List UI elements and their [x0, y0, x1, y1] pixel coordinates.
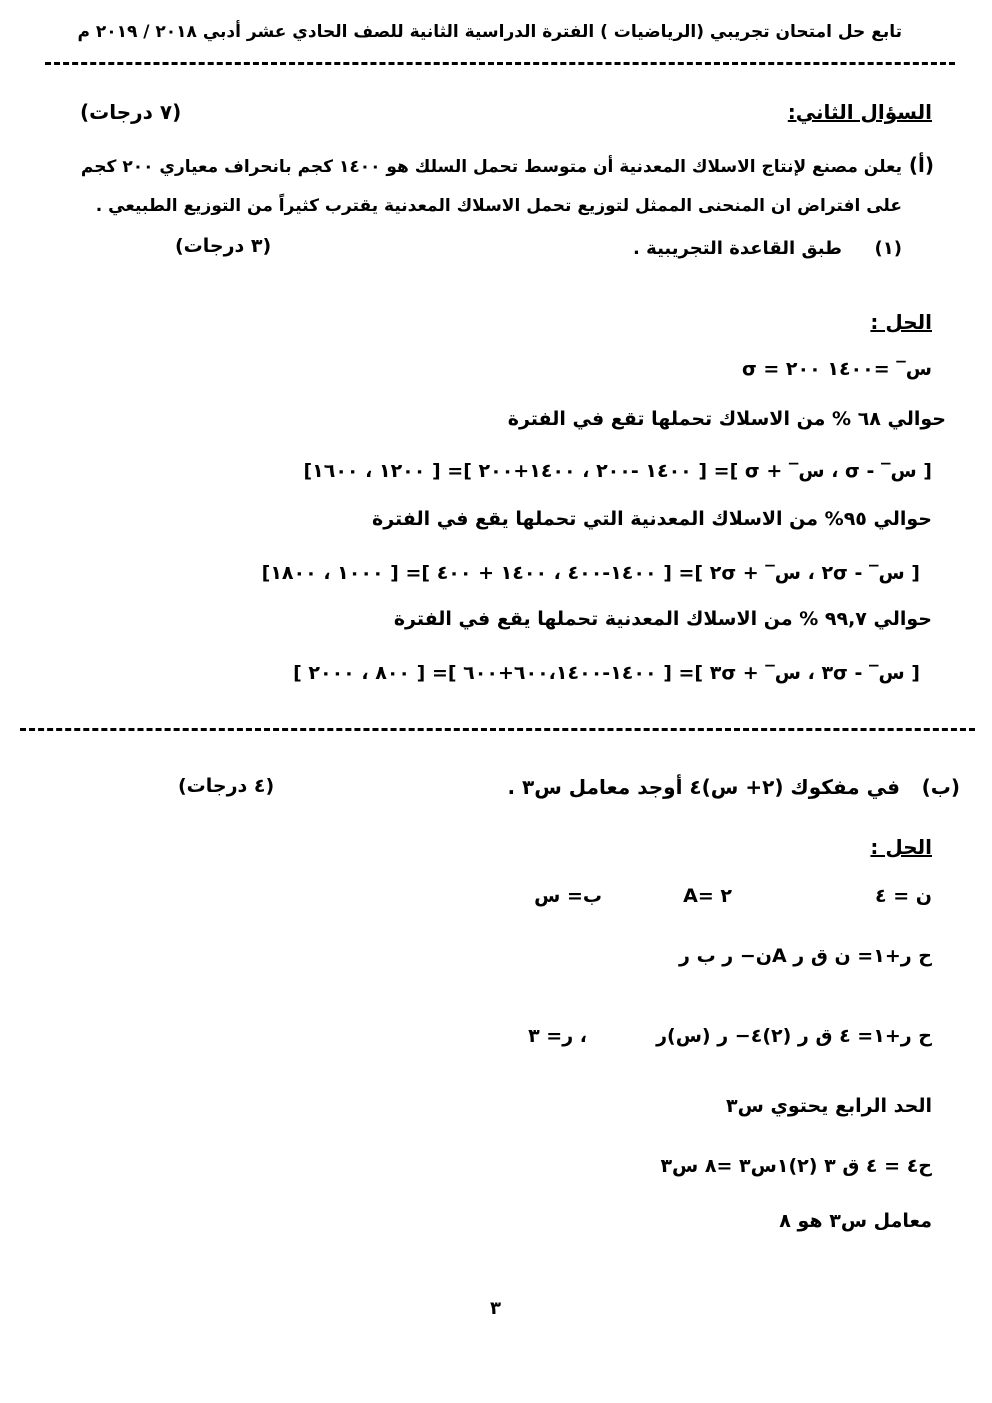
part-a-sub1-label: (١): [874, 238, 902, 259]
solution-b-general-term: ح ر+١= ن ق ر Aن− ر ب ر: [679, 945, 932, 967]
part-b-label: (ب): [921, 775, 960, 799]
solution-a-line-95: حوالي ٩٥% من الاسلاك المعدنية التي تحملها يقع في الفترة: [372, 508, 932, 530]
solution-a-line-68: حوالي ٦٨ % من الاسلاك تحملها تقع في الفترة: [507, 408, 946, 430]
page-number: ٣: [490, 1298, 501, 1319]
solution-b-given-b: ب= س: [534, 885, 602, 907]
part-b-marks: (٤ درجات): [178, 775, 275, 797]
solution-b-fourth-term-text: الحد الرابع يحتوي س٣: [726, 1095, 932, 1117]
section-divider: [20, 728, 975, 731]
solution-b-given-n: ن = ٤: [875, 885, 932, 907]
solution-a-interval-997: [ س‾ - ٣σ ، س‾ + ٣σ ]= [ ١٤٠٠-٦٠٠،١٤٠٠+٦٠٠ ]= [ ٨٠٠ ، ٢٠٠٠ ]: [293, 662, 920, 684]
solution-b-r-value: ، ر= ٣: [528, 1025, 587, 1047]
part-a-sub1-marks: (٣ درجات): [175, 235, 272, 257]
solution-b-fourth-term: ح٤ = ٤ ق ٣ (٢)١س٣ =٨ س٣: [660, 1155, 932, 1177]
part-a-text-line1: يعلن مصنع لإنتاج الاسلاك المعدنية أن متوسط تحمل السلك هو ١٤٠٠ كجم بانحراف معياري ٢٠٠ كجم: [80, 157, 902, 177]
solution-a-interval-68: [ س‾ - σ ، س‾ + σ ]= [ ١٤٠٠ -٢٠٠ ، ١٤٠٠+٢٠٠ ]= [ ١٢٠٠ ، ١٦٠٠]: [303, 460, 932, 482]
part-b-text: في مفكوك (٢+ س)٤ أوجد معامل س٣ .: [507, 775, 900, 799]
solution-a-given: س‾ =١٤٠٠ ٢٠٠ = σ: [741, 358, 932, 380]
part-a-text-line2: على افتراض ان المنحنى الممثل لتوزيع تحمل الاسلاك المعدنية يقترب كثيراً من التوزيع الطبيعي .: [95, 196, 902, 216]
solution-b-result: معامل س٣ هو ٨: [779, 1210, 932, 1232]
part-a-label: (أ): [908, 153, 934, 177]
page-header-title: تابع حل امتحان تجريبي (الرياضيات ) الفترة الدراسية الثانية للصف الحادي عشر أدبي ٢٠١٨ / ٢٠١٩ م: [77, 22, 902, 42]
solution-b-heading: الحل :: [870, 835, 932, 859]
solution-a-interval-95: [ س‾ - ٢σ ، س‾ + ٢σ ]= [ ١٤٠٠-٤٠٠ ، ١٤٠٠ + ٤٠٠ ]= [ ١٠٠٠ ، ١٨٠٠]: [261, 562, 920, 584]
question-title: السؤال الثاني:: [787, 100, 932, 124]
solution-a-heading: الحل :: [870, 310, 932, 334]
header-divider: [45, 62, 955, 65]
part-a-sub1-text: طبق القاعدة التجريبية .: [633, 238, 842, 259]
solution-b-substituted: ح ر+١= ٤ ق ر (٢)٤− ر (س)ر: [656, 1025, 932, 1047]
question-total-marks: (٧ درجات): [80, 100, 182, 124]
solution-a-line-997: حوالي ٩٩,٧ % من الاسلاك المعدنية تحملها يقع في الفترة: [393, 608, 932, 630]
solution-b-given-a: A= ٢: [683, 885, 732, 907]
